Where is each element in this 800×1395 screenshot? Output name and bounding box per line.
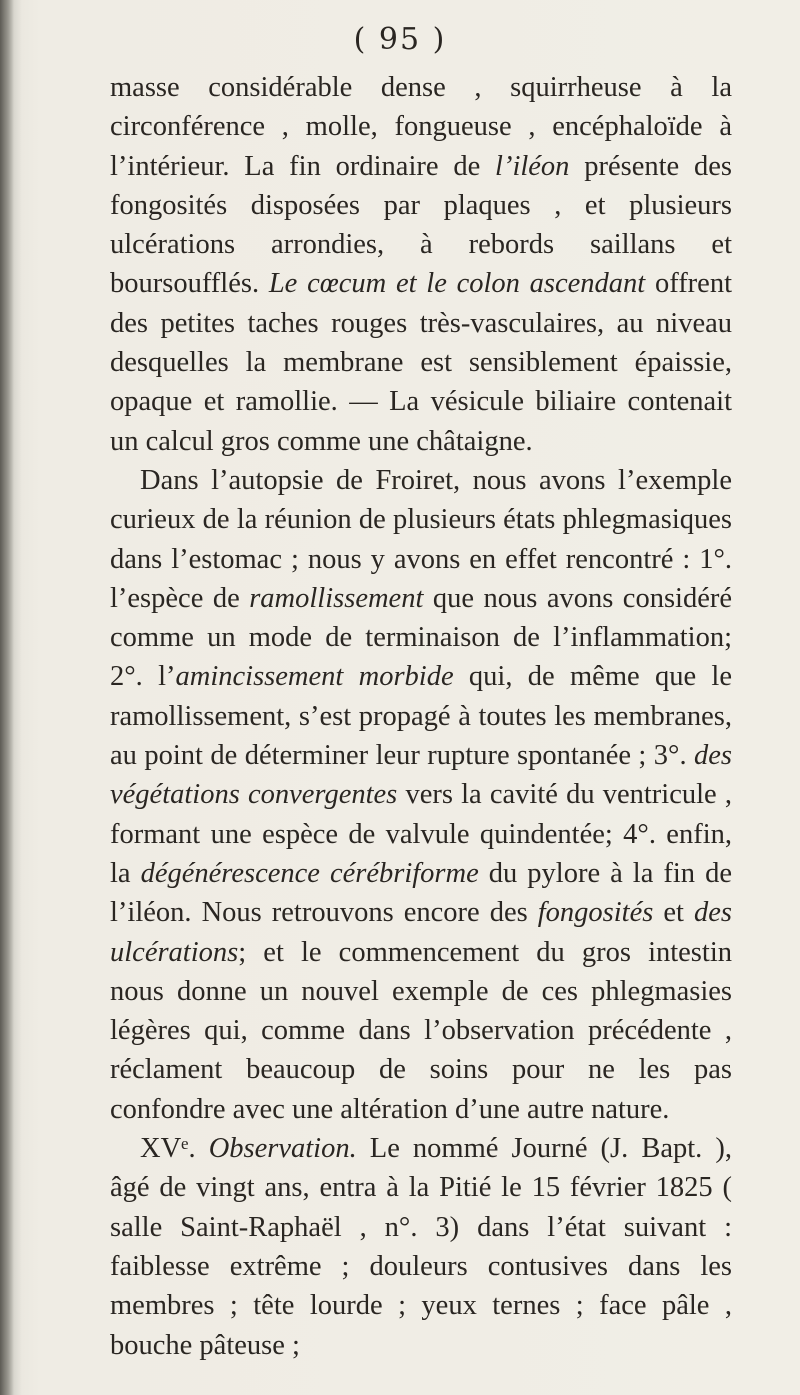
- italic-text-run: Le cœcum et le colon ascendant: [268, 268, 646, 300]
- text-run: Le nommé Journé (J. Bapt. ), âgé de vingt ans, entra à la Pitié le 15 février 1825 ( salle Saint-Raphaël , n°. 3) dans l’état suivant : faiblesse extrême ; douleurs contusives dans les membres ; tête lourde ; yeux ternes ; face pâle , bouche pâteuse ;: [110, 1133, 732, 1361]
- italic-text-run: dégénérescence cérébriforme: [140, 857, 479, 889]
- text-run: Dans l’autopsie de Froiret, nous avons l’exemple curieux de la réunion de plusieurs états phlegmasiques dans l’estomac ; nous y avons en effet rencontré : 1°. l’espèce de: [110, 464, 732, 614]
- text-run: présente des fongosités disposées par plaques , et plusieurs ulcérations arrondies, à rebords saillans et boursoufflés.: [110, 150, 732, 300]
- text-run: que nous avons considéré comme un mode de terminaison de l’inflammation; 2°. l’: [110, 582, 732, 693]
- text-run: offrent des petites taches rouges très-vasculaires, au niveau desquelles la membrane est sensiblement épaissie, opaque et ramollie. — La vésicule biliaire contenait un calcul gros comme une châtaigne.: [110, 268, 732, 457]
- italic-text-run: l’iléon: [495, 150, 570, 182]
- text-run: qui, de même que le ramollissement, s’est propagé à toutes les membranes, au point de déterminer leur rupture spontanée ; 3°.: [110, 661, 732, 772]
- paragraph-froiret-autopsy: [110, 461, 732, 1129]
- page-number: ( 95 ): [353, 22, 447, 57]
- paragraph-observation-xv: [110, 1129, 732, 1365]
- body-text: [110, 68, 732, 1365]
- binding-edge: [0, 0, 14, 1395]
- italic-text-run: des ulcérations: [110, 897, 733, 968]
- text-run: XVᵉ.: [140, 1133, 209, 1165]
- italic-text-run: des végétations convergentes: [110, 740, 732, 811]
- italic-text-run: ramollissement: [249, 582, 424, 614]
- text-run: vers la cavité du ventricule , formant une espèce de valvule quindentée; 4°. enfin, la: [110, 779, 732, 889]
- text-run: du pylore à la fin de l’iléon. Nous retrouvons encore des: [110, 857, 732, 929]
- italic-text-run: Observation.: [208, 1133, 357, 1165]
- italic-text-run: fongosités: [537, 897, 654, 929]
- text-run: ; et le commencement du gros intestin nous donne un nouvel exemple de ces phlegmasies légères qui, comme dans l’observation précédente , réclament beaucoup de soins pour ne les pas confondre avec une altération d’une autre nature.: [110, 936, 732, 1125]
- text-run: masse considérable dense , squirrheuse à la circonférence , molle, fongueuse , encéphaloïde à l’intérieur. La fin ordinaire de: [110, 72, 732, 182]
- italic-text-run: amincissement morbide: [175, 661, 454, 693]
- paragraph-continuation: [110, 68, 732, 461]
- text-run: et: [653, 897, 695, 929]
